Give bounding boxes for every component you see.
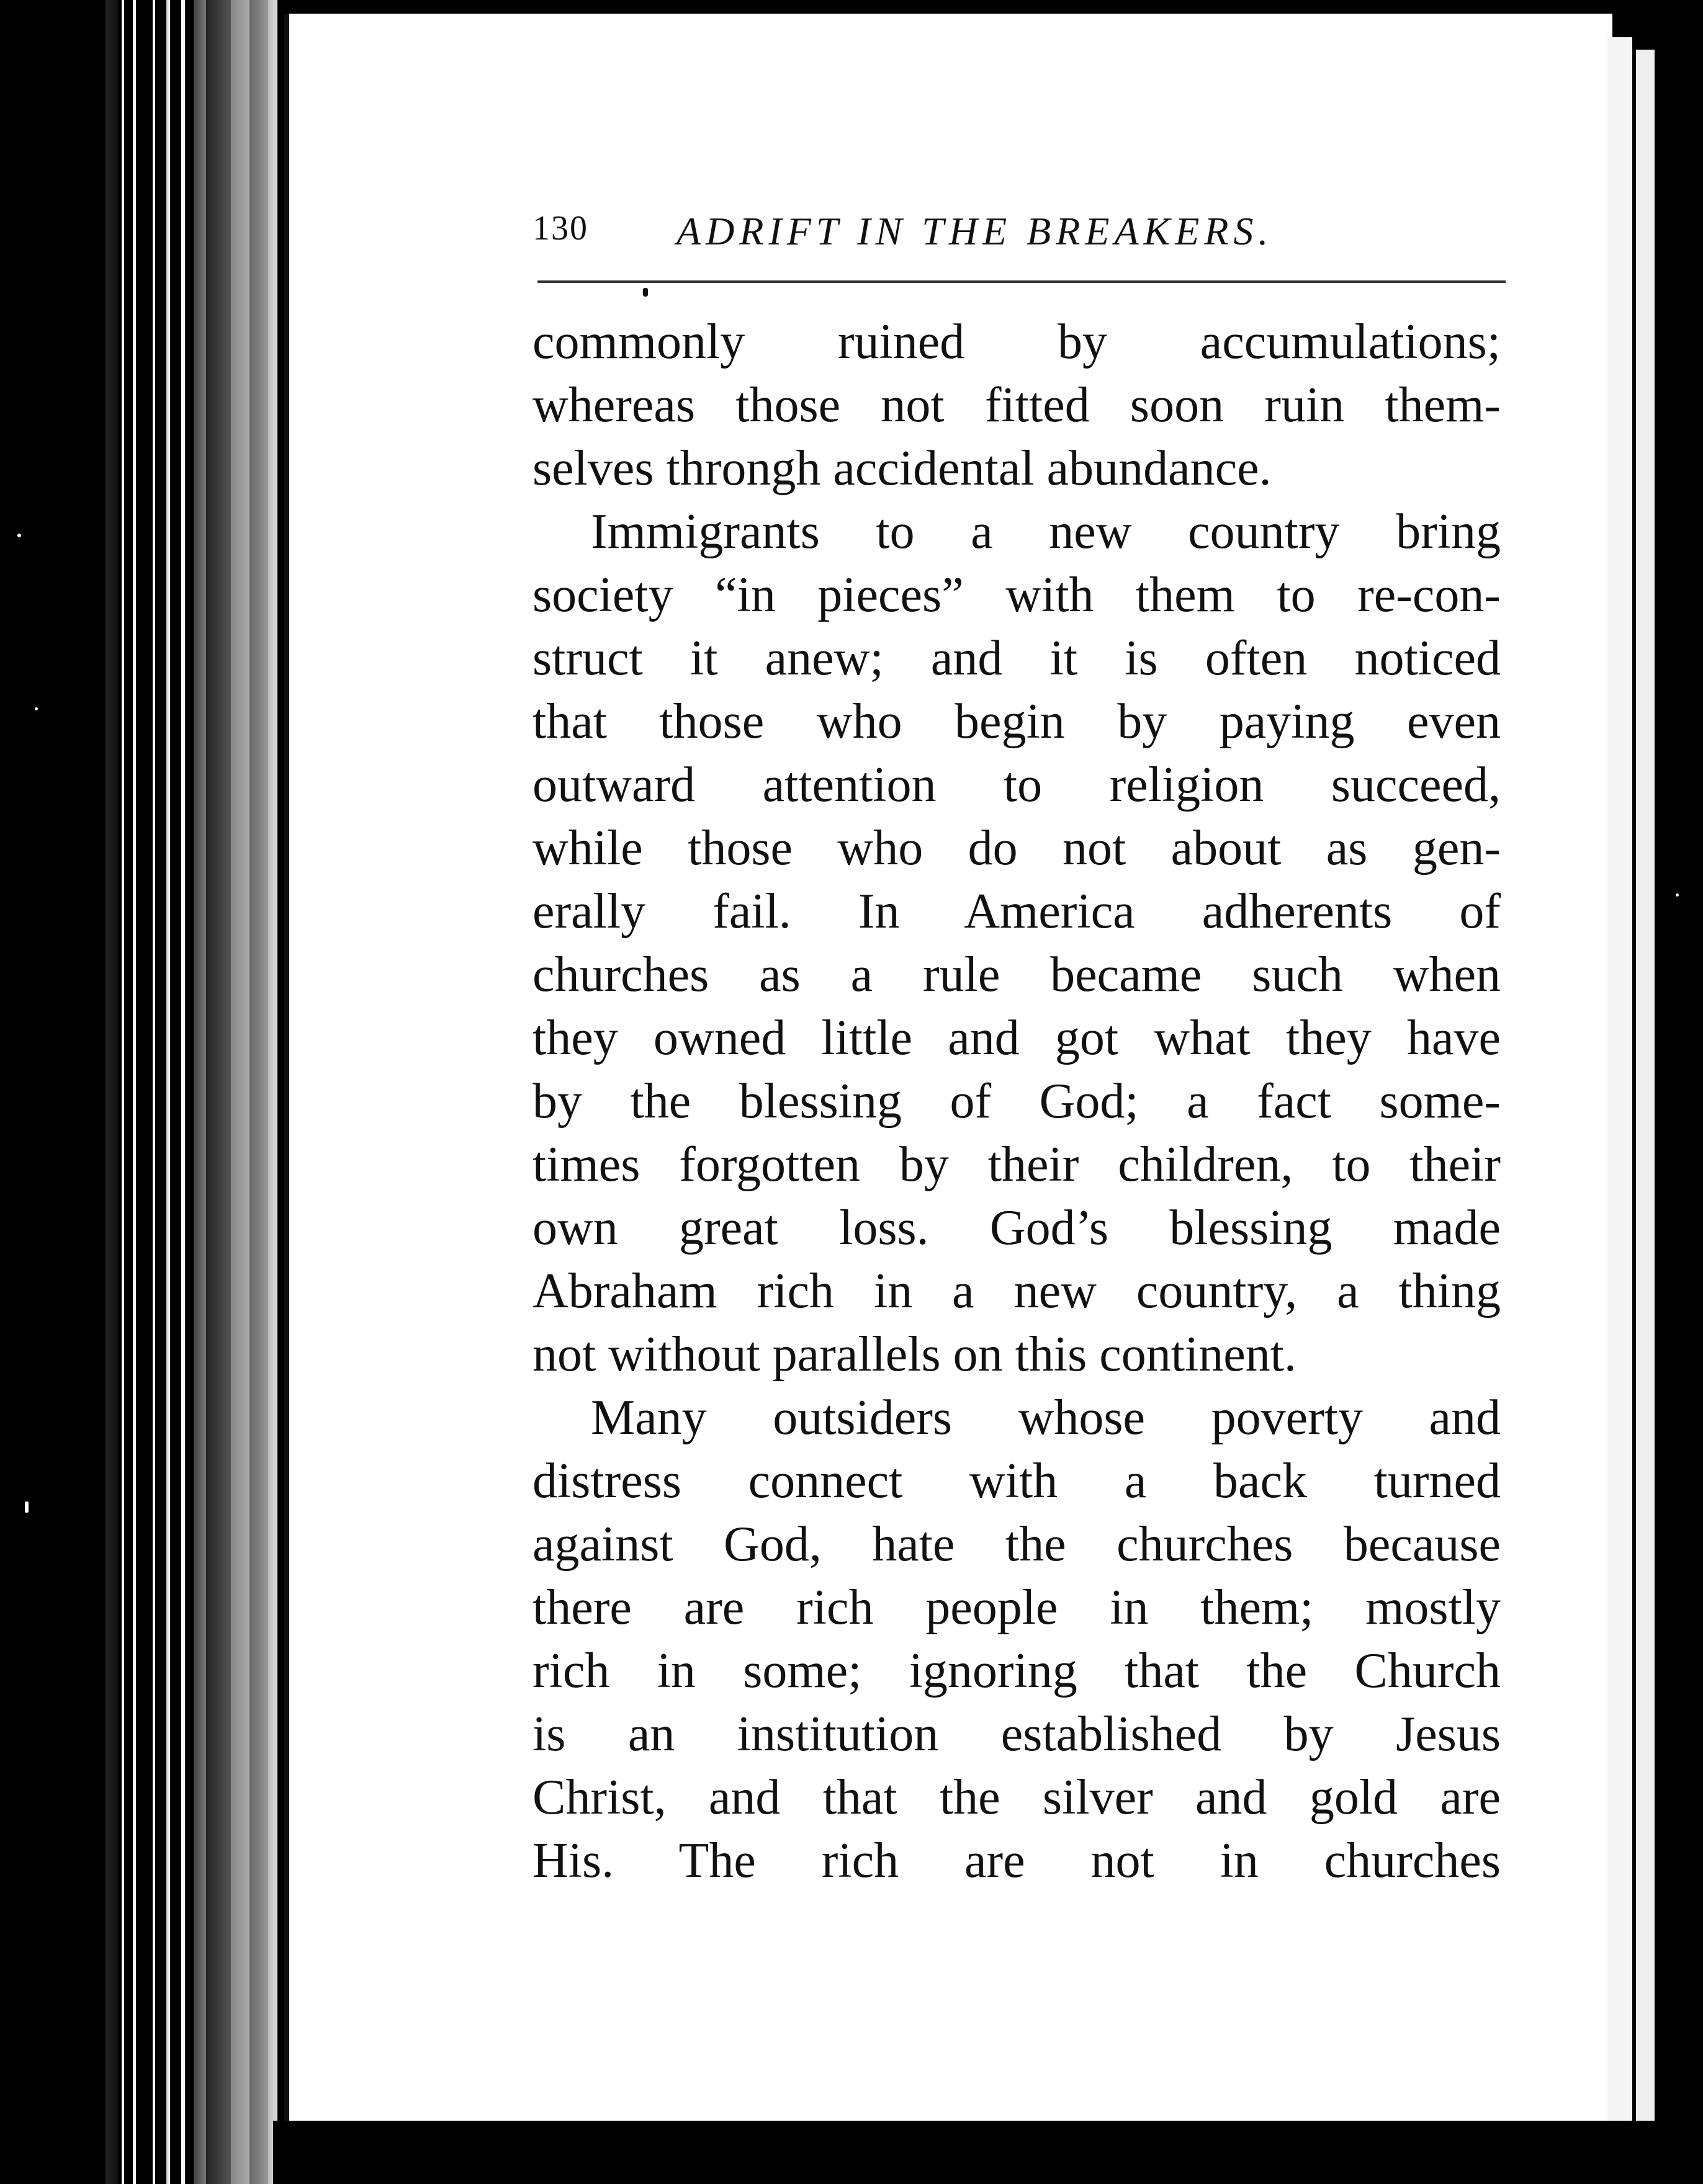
text-line: times forgotten by their children, to their [532,1137,1501,1192]
text-line: commonly ruined by accumulations; [532,315,1501,369]
text-line: Christ, and that the silver and gold are [532,1770,1501,1825]
text-line: Many outsiders whose poverty and [591,1390,1501,1445]
dust-speck [25,1502,29,1513]
text-line: Abraham rich in a new country, a thing [532,1264,1501,1318]
text-line: while those who do not about as gen- [532,821,1501,875]
running-title: ADRIFT IN THE BREAKERS. [676,209,1274,253]
text-line: Immigrants to a new country bring [591,504,1501,559]
text-line: rich in some; ignoring that the Church [532,1644,1501,1698]
text-line: society “in pieces” with them to re-con- [532,568,1501,622]
text-line: there are rich people in them; mostly [532,1580,1501,1635]
facing-page-edge [1607,37,1632,2134]
dust-speck [35,707,38,710]
rule-mark [643,288,648,297]
text-line: churches as a rule became such when [532,947,1501,1002]
text-line: whereas those not fitted soon ruin them- [532,378,1501,432]
header-rule [537,280,1506,283]
text-line: own great loss. God’s blessing made [532,1201,1501,1255]
dust-speck [17,534,21,537]
text-line: by the blessing of God; a fact some- [532,1074,1501,1129]
facing-page-leaf [1636,50,1655,2134]
text-line: that those who begin by paying even [532,694,1501,749]
text-line: is an institution established by Jesus [532,1707,1501,1761]
body-text [532,310,1501,1892]
text-line: His. The rich are not in churches [532,1833,1501,1888]
bottom-border [273,2121,1703,2184]
page-stack-shadow [144,0,285,2184]
text-line: distress connect with a back turned [532,1454,1501,1508]
text-line: outward attention to religion succeed, [532,758,1501,812]
text-line: selves throngh accidental abundance. [532,441,1272,496]
text-line: against God, hate the churches because [532,1517,1501,1572]
page-header [532,208,1364,271]
text-line: not without parallels on this continent. [532,1327,1296,1382]
text-line: erally fail. In America adherents of [532,884,1501,939]
text-line: struct it anew; and it is often noticed [532,631,1501,686]
dust-speck [1676,893,1679,897]
page-number: 130 [532,209,588,248]
text-line: they owned little and got what they have [532,1011,1501,1065]
